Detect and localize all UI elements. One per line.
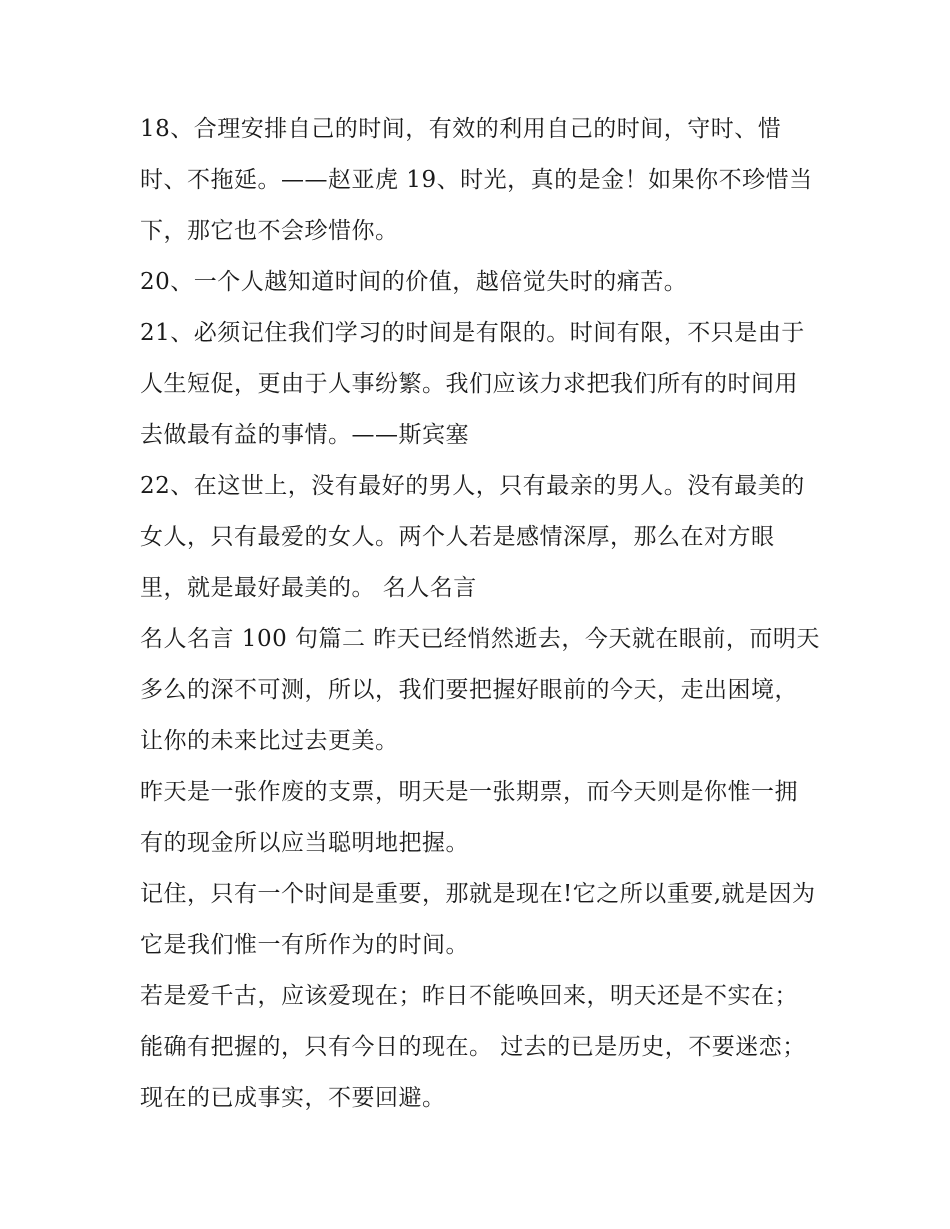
paragraph-section-two-intro: 名人名言 100 句篇二 昨天已经悄然逝去，今天就在眼前，而明天多么的深不可测，所以，我们要把握好眼前的今天，走出困境，让你的未来比过去更美。 xyxy=(140,626,820,754)
paragraph-cheque: 昨天是一张作废的支票，明天是一张期票，而今天则是你惟一拥有的现金所以应当聪明地把握。 xyxy=(140,779,798,856)
paragraph-quote-21: 21、必须记住我们学习的时间是有限的。时间有限，不只是由于人生短促，更由于人事纷繁。我们应该力求把我们所有的时间用去做最有益的事情。——斯宾塞 xyxy=(140,320,805,448)
paragraph-quote-22: 22、在这世上，没有最好的男人，只有最亲的男人。没有最美的女人，只有最爱的女人。两个人若是感情深厚，那么在对方眼里，就是最好最美的。 名人名言 xyxy=(140,473,805,601)
document-body xyxy=(140,104,820,1124)
paragraph-quote-18-19: 18、合理安排自己的时间，有效的利用自己的时间，守时、惜时、不拖延。——赵亚虎 19、时光，真的是金！如果你不珍惜当下，那它也不会珍惜你。 xyxy=(140,116,813,244)
paragraph-remember-now: 记住，只有一个时间是重要，那就是现在!它之所以重要,就是因为它是我们惟一有所作为的时间。 xyxy=(140,881,816,958)
paragraph-love-present: 若是爱千古，应该爱现在；昨日不能唤回来，明天还是不实在；能确有把握的，只有今日的现在。 过去的已是历史，不要迷恋；现在的已成事实，不要回避。 xyxy=(140,983,806,1111)
paragraph-quote-20: 20、一个人越知道时间的价值，越倍觉失时的痛苦。 xyxy=(140,269,688,295)
